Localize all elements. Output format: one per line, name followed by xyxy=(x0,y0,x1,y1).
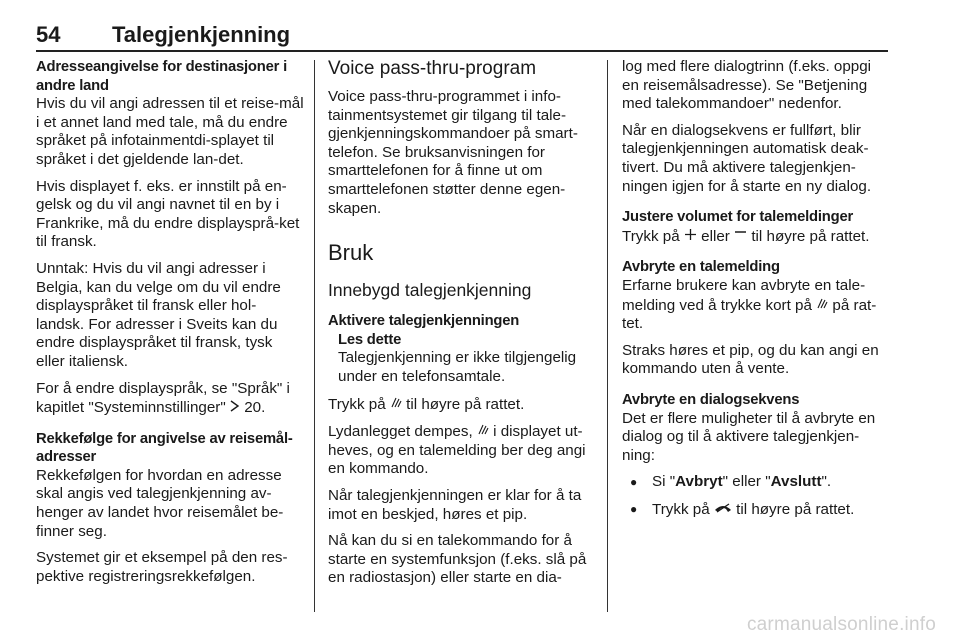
paragraph xyxy=(328,422,592,479)
paragraph: Rekkefølgen for hvordan en adresse skal angis ved talegjenkjenning av-henger av landet hvor reisemålet be-finner seg. xyxy=(36,466,284,540)
heading-bruk: Bruk xyxy=(328,240,374,266)
list-text: " eller " xyxy=(722,473,771,491)
heading-cancel-dialog: Avbryte en dialogsekvens xyxy=(622,391,800,408)
command-word: Avbryt xyxy=(675,473,723,491)
note-text: Talegjenkjenning er ikke tilgjengelig under en telefonsamtale. xyxy=(338,349,577,385)
command-word: Avslutt xyxy=(770,473,822,491)
arrow-reference-icon xyxy=(230,398,240,417)
list-text: til høyre på rattet. xyxy=(736,500,855,518)
list-text: Trykk på xyxy=(652,500,710,518)
paragraph: Hvis du vil angi adressen til et reise-mål i et annet land med tale, må du endre språket på infotainmentdi-splayet til språket i det gjeldende lan-det. xyxy=(36,95,304,168)
paragraph-text: til høyre på rattet. xyxy=(751,227,870,245)
paragraph: Systemet gir et eksempel på den res-pektive registreringsrekkefølgen. xyxy=(36,549,288,585)
heading-address-order: Rekkefølge for angivelse av reisemål-adresser xyxy=(36,430,293,466)
paragraph-text: Trykk på xyxy=(328,395,386,413)
paragraph: Hvis displayet f. eks. er innstilt på en-gelsk og du vil angi navnet til en by i Frankrike, må du endre displaysprå-ket til fransk. xyxy=(36,177,300,251)
list-item xyxy=(622,500,888,520)
paragraph-text: til høyre på rattet. xyxy=(406,395,525,413)
column-divider-2 xyxy=(607,60,608,612)
column-1 xyxy=(36,58,304,594)
paragraph: Nå kan du si en talekommando for å starte en systemfunksjon (f.eks. slå på en radiostasjon) eller starte en dia- xyxy=(328,532,587,587)
heading-activate-voice-recognition: Aktivere talegjenkjenningen xyxy=(328,313,520,330)
minus-icon xyxy=(734,227,747,246)
column-3 xyxy=(622,58,888,527)
paragraph-text: Erfarne brukere kan avbryte en tale-melding ved å trykke kort på xyxy=(622,276,866,314)
paragraph: Det er flere muligheter til å avbryte en dialog og til å aktivere talegjenkjen-ning: xyxy=(622,409,876,464)
paragraph-text: i displayet ut-heves, og en talemelding ber deg angi en kommando. xyxy=(328,423,586,478)
note-title: Les dette xyxy=(338,331,402,348)
note-box xyxy=(338,331,592,387)
paragraph: Voice pass-thru-programmet i info-tainmentsystemet gir tilgang til tale-gjenkjenningskommandoer på smart-telefon. Se bruksanvisningen for smarttelefonen for å finne ut om smarttelefonen støtter denne egen-skapen. xyxy=(328,88,578,217)
paragraph xyxy=(622,227,888,247)
paragraph-text: på rat-tet. xyxy=(622,296,877,333)
header-rule xyxy=(36,50,888,52)
paragraph-text: eller xyxy=(701,227,730,245)
paragraph xyxy=(36,380,304,418)
list-text: Si " xyxy=(652,473,676,491)
paragraph xyxy=(328,395,592,415)
paragraph-text: Lydanlegget dempes, xyxy=(328,423,473,441)
paragraph-text: Trykk på xyxy=(622,227,680,245)
paragraph: Når en dialogsekvens er fullført, blir talegjenkjenningen automatisk deak-tivert. Du må aktivere talegjenkjen-ningen igjen for å starte en ny dialog. xyxy=(622,121,872,195)
voice-command-icon xyxy=(477,422,489,441)
plus-icon xyxy=(684,227,697,246)
hang-up-icon xyxy=(714,500,732,519)
heading-interrupt-voice-prompt: Avbryte en talemelding xyxy=(622,259,780,276)
bullet-list xyxy=(622,473,888,519)
voice-command-icon xyxy=(816,296,828,315)
section-title-voice-pass-thru: Voice pass-thru-program xyxy=(328,58,537,79)
paragraph: Straks høres et pip, og du kan angi en kommando uten å vente. xyxy=(622,341,879,378)
paragraph xyxy=(622,277,888,334)
paragraph: log med flere dialogtrinn (f.eks. oppgi en reisemålsadresse). Se "Betjening med talekommandoer" nedenfor. xyxy=(622,58,872,113)
column-divider-1 xyxy=(314,60,315,612)
heading-built-in-voice-recognition: Innebygd talegjenkjenning xyxy=(328,280,532,301)
paragraph: Unntak: Hvis du vil angi adresser i Belgia, kan du velge om du vil endre displayspråket til fransk eller hol-landsk. For adresser i Sveits kan du endre displayspråket til fransk, tysk eller italiensk. xyxy=(36,259,281,370)
page-number: 54 xyxy=(36,22,61,47)
paragraph: Når talegjenkjenningen er klar for å ta imot en beskjed, høres et pip. xyxy=(328,486,582,523)
column-2 xyxy=(328,58,592,596)
paragraph-text: For å endre displayspråk, se "Språk" i kapitlet "Systeminnstillinger" xyxy=(36,379,290,417)
page-reference[interactable]: 20. xyxy=(244,399,266,417)
list-item xyxy=(622,473,888,492)
list-text: ". xyxy=(821,473,832,491)
page-header xyxy=(36,22,888,50)
voice-command-icon xyxy=(390,395,402,414)
heading-adjust-volume: Justere volumet for talemeldinger xyxy=(622,209,854,226)
heading-destination-other-countries: Adresseangivelse for destinasjoner i andre land xyxy=(36,59,288,94)
chapter-title: Talegjenkjenning xyxy=(112,22,291,47)
watermark: carmanualsonline.info xyxy=(746,614,936,635)
